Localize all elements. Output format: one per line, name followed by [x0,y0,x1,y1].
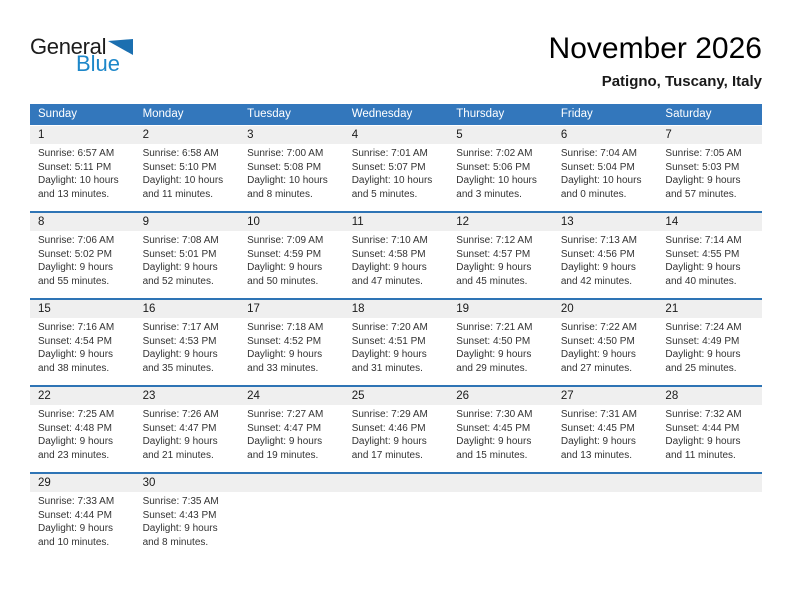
day-number: 23 [142,390,156,402]
empty-day-cell [448,492,553,549]
sunset-line: Sunset: 4:49 PM [665,335,740,347]
day-number: 26 [456,390,470,402]
sunset-line: Sunset: 5:01 PM [142,248,217,260]
day-cell-info [30,144,135,201]
day-cell-info [553,231,658,288]
daylight-line-1: Daylight: 9 hours [351,349,427,360]
day-number: 21 [665,303,679,315]
day-number: 28 [665,390,679,402]
day-cell-info [448,318,553,375]
daylight-line-1: Daylight: 9 hours [456,436,532,447]
daylight-line-2: and 5 minutes. [351,188,418,200]
day-cell-info [135,231,240,288]
day-cell-info [657,405,762,462]
daylight-line-1: Daylight: 9 hours [665,262,741,273]
daylight-line-1: Daylight: 9 hours [665,175,741,186]
location-subtitle: Patigno, Tuscany, Italy [601,73,762,90]
daylight-line-1: Daylight: 10 hours [560,175,642,186]
daylight-line-1: Daylight: 9 hours [247,349,323,360]
weekday-header-sunday: Sunday [38,108,78,120]
day-number: 4 [351,129,359,141]
day-number: 30 [142,477,156,489]
daylight-line-2: and 50 minutes. [247,275,319,287]
day-cell-info [553,144,658,201]
daylight-line-1: Daylight: 9 hours [247,262,323,273]
day-number: 19 [456,303,470,315]
week-row [30,298,762,385]
daylight-line-1: Daylight: 9 hours [38,523,114,534]
empty-day-cell [553,492,658,549]
sunrise-line: Sunrise: 7:13 AM [560,235,637,246]
day-cell-info [239,144,344,201]
sunset-line: Sunset: 4:53 PM [142,335,217,347]
daylight-line-2: and 40 minutes. [665,275,737,287]
daylight-line-1: Daylight: 9 hours [247,436,323,447]
day-info-row [30,231,762,298]
sunset-line: Sunset: 4:45 PM [456,422,531,434]
daylight-line-1: Daylight: 9 hours [142,523,218,534]
weekday-header-tuesday: Tuesday [247,108,291,120]
daylight-line-1: Daylight: 10 hours [247,175,328,186]
daylight-line-1: Daylight: 9 hours [38,349,114,360]
day-number: 2 [142,129,149,141]
daylight-line-2: and 55 minutes. [38,275,110,287]
day-number-band [30,300,762,318]
sunrise-line: Sunrise: 7:14 AM [665,235,742,246]
day-number-band [30,474,762,492]
weekday-header-friday: Friday [560,108,593,120]
sunset-line: Sunset: 4:58 PM [351,248,426,260]
sunset-line: Sunset: 5:03 PM [665,161,740,173]
day-cell-info [30,318,135,375]
week-row [30,472,762,559]
day-number: 15 [38,303,51,315]
daylight-line-2: and 25 minutes. [665,362,737,374]
daylight-line-2: and 11 minutes. [665,449,736,461]
daylight-line-1: Daylight: 9 hours [351,436,427,447]
sunset-line: Sunset: 5:02 PM [38,248,112,260]
sunrise-line: Sunrise: 7:16 AM [38,322,115,333]
day-number: 27 [560,390,574,402]
day-number: 10 [247,216,260,228]
sunset-line: Sunset: 4:51 PM [351,335,426,347]
sunrise-line: Sunrise: 7:10 AM [351,235,428,246]
sunrise-line: Sunrise: 7:20 AM [351,322,428,333]
day-number: 9 [142,216,149,228]
daylight-line-1: Daylight: 9 hours [142,262,218,273]
sunrise-line: Sunrise: 7:29 AM [351,409,428,420]
sunset-line: Sunset: 4:50 PM [456,335,531,347]
day-cell-info [553,405,658,462]
sunrise-line: Sunrise: 7:32 AM [665,409,742,420]
day-info-row [30,492,762,559]
sunset-line: Sunset: 5:04 PM [560,161,635,173]
sunrise-line: Sunrise: 6:57 AM [38,148,115,159]
day-number: 12 [456,216,470,228]
week-row [30,126,762,211]
general-blue-logo [30,36,133,74]
day-cell-info [239,405,344,462]
day-cell-info [657,144,762,201]
day-cell-info [657,231,762,288]
sunset-line: Sunset: 4:45 PM [560,422,635,434]
daylight-line-2: and 8 minutes. [142,536,209,548]
daylight-line-1: Daylight: 10 hours [38,175,119,186]
sunset-line: Sunset: 5:10 PM [142,161,217,173]
day-number-band [30,126,762,144]
daylight-line-1: Daylight: 9 hours [456,262,532,273]
sunrise-line: Sunrise: 7:31 AM [560,409,637,420]
daylight-line-1: Daylight: 9 hours [560,436,636,447]
day-number: 25 [351,390,365,402]
sunset-line: Sunset: 4:59 PM [247,248,322,260]
daylight-line-2: and 13 minutes. [560,449,633,461]
daylight-line-2: and 13 minutes. [38,188,110,200]
daylight-line-2: and 42 minutes. [560,275,633,287]
weekday-header-monday: Monday [142,108,184,120]
day-number: 1 [38,129,45,141]
day-cell-info [344,144,449,201]
title-block [549,33,762,90]
sunrise-line: Sunrise: 7:30 AM [456,409,533,420]
daylight-line-2: and 52 minutes. [142,275,214,287]
day-number: 29 [38,477,51,489]
sunrise-line: Sunrise: 7:04 AM [560,148,637,159]
daylight-line-2: and 31 minutes. [351,362,423,374]
page-title: November 2026 [548,32,762,65]
daylight-line-2: and 0 minutes. [560,188,627,200]
day-number: 22 [38,390,51,402]
empty-day-number [448,474,553,493]
logo-text-blue: Blue [76,51,121,76]
day-number: 11 [351,216,364,228]
empty-day-cell [344,492,449,549]
sunrise-line: Sunrise: 7:27 AM [247,409,324,420]
sunset-line: Sunset: 4:47 PM [142,422,217,434]
daylight-line-2: and 11 minutes. [142,188,213,200]
sunset-line: Sunset: 4:55 PM [665,248,740,260]
sunset-line: Sunset: 4:52 PM [247,335,322,347]
daylight-line-1: Daylight: 10 hours [456,175,537,186]
day-info-row [30,405,762,472]
day-number: 8 [38,216,45,228]
daylight-line-2: and 17 minutes. [351,449,423,461]
calendar-table [30,104,762,559]
sunset-line: Sunset: 4:54 PM [38,335,112,347]
daylight-line-2: and 8 minutes. [247,188,313,200]
sunrise-line: Sunrise: 7:05 AM [665,148,742,159]
sunrise-line: Sunrise: 7:06 AM [38,235,115,246]
empty-day-number [657,474,762,493]
sunset-line: Sunset: 4:44 PM [665,422,740,434]
sunset-line: Sunset: 5:07 PM [351,161,426,173]
day-cell-info [30,492,135,549]
day-number: 13 [560,216,574,228]
empty-day-cell [657,492,762,549]
day-cell-info [344,231,449,288]
daylight-line-1: Daylight: 10 hours [142,175,224,186]
weekday-header-saturday: Saturday [665,108,712,120]
sunset-line: Sunset: 4:47 PM [247,422,322,434]
week-row [30,385,762,472]
day-cell-info [657,318,762,375]
day-number: 17 [247,303,260,315]
daylight-line-2: and 19 minutes. [247,449,319,461]
daylight-line-1: Daylight: 9 hours [38,262,114,273]
day-cell-info [344,405,449,462]
sunrise-line: Sunrise: 7:12 AM [456,235,533,246]
daylight-line-1: Daylight: 9 hours [351,262,427,273]
day-number-band [30,387,762,405]
sunrise-line: Sunrise: 7:35 AM [142,496,219,507]
daylight-line-2: and 45 minutes. [456,275,528,287]
day-number: 24 [247,390,260,402]
daylight-line-2: and 21 minutes. [142,449,214,461]
sunset-line: Sunset: 4:43 PM [142,509,217,521]
daylight-line-2: and 23 minutes. [38,449,110,461]
sunrise-line: Sunrise: 7:17 AM [142,322,219,333]
day-cell-info [135,318,240,375]
sunset-line: Sunset: 4:48 PM [38,422,112,434]
day-cell-info [448,231,553,288]
week-row [30,211,762,298]
day-cell-info [135,144,240,201]
daylight-line-1: Daylight: 9 hours [142,349,218,360]
day-cell-info [30,231,135,288]
sunrise-line: Sunrise: 7:18 AM [247,322,324,333]
daylight-line-1: Daylight: 10 hours [351,175,433,186]
day-cell-info [135,405,240,462]
sunset-line: Sunset: 5:08 PM [247,161,322,173]
day-cell-info [448,405,553,462]
sunset-line: Sunset: 4:56 PM [560,248,635,260]
empty-day-number [553,474,658,493]
sunrise-line: Sunrise: 7:22 AM [560,322,637,333]
sunrise-line: Sunrise: 7:09 AM [247,235,324,246]
day-number: 18 [351,303,365,315]
sunset-line: Sunset: 4:44 PM [38,509,112,521]
daylight-line-2: and 10 minutes. [38,536,110,548]
daylight-line-2: and 15 minutes. [456,449,528,461]
day-cell-info [448,144,553,201]
sunset-line: Sunset: 5:06 PM [456,161,531,173]
daylight-line-2: and 35 minutes. [142,362,214,374]
daylight-line-2: and 27 minutes. [560,362,633,374]
daylight-line-1: Daylight: 9 hours [560,262,636,273]
sunrise-line: Sunrise: 7:26 AM [142,409,219,420]
sunrise-line: Sunrise: 7:25 AM [38,409,115,420]
sunrise-line: Sunrise: 7:02 AM [456,148,533,159]
logo-text-general: General [30,34,107,59]
day-number-band [30,213,762,231]
daylight-line-1: Daylight: 9 hours [665,349,741,360]
weekday-header-thursday: Thursday [456,108,505,120]
day-info-row [30,318,762,385]
sunset-line: Sunset: 4:50 PM [560,335,635,347]
sunrise-line: Sunrise: 7:01 AM [351,148,428,159]
day-number: 6 [560,129,568,141]
day-number: 20 [560,303,574,315]
daylight-line-1: Daylight: 9 hours [142,436,218,447]
day-cell-info [30,405,135,462]
day-cell-info [553,318,658,375]
daylight-line-1: Daylight: 9 hours [665,436,741,447]
weekday-header-row [30,104,762,125]
daylight-line-2: and 38 minutes. [38,362,110,374]
daylight-line-2: and 33 minutes. [247,362,319,374]
daylight-line-2: and 3 minutes. [456,188,522,200]
day-cell-info [135,492,240,549]
daylight-line-1: Daylight: 9 hours [38,436,114,447]
day-info-row [30,144,762,211]
empty-day-number [344,474,449,493]
sunset-line: Sunset: 4:46 PM [351,422,426,434]
weekday-header-wednesday: Wednesday [351,108,413,120]
calendar-weeks [30,126,762,559]
sunrise-line: Sunrise: 7:33 AM [38,496,115,507]
sunrise-line: Sunrise: 7:24 AM [665,322,742,333]
day-number: 16 [142,303,156,315]
sunrise-line: Sunrise: 7:21 AM [456,322,533,333]
sunrise-line: Sunrise: 6:58 AM [142,148,219,159]
sunset-line: Sunset: 4:57 PM [456,248,531,260]
day-number: 14 [665,216,679,228]
daylight-line-1: Daylight: 9 hours [560,349,636,360]
day-number: 7 [665,129,672,141]
sunset-line: Sunset: 5:11 PM [38,161,112,173]
day-cell-info [239,231,344,288]
day-number: 5 [456,129,463,141]
daylight-line-1: Daylight: 9 hours [456,349,532,360]
sunrise-line: Sunrise: 7:00 AM [247,148,324,159]
daylight-line-2: and 47 minutes. [351,275,423,287]
sunrise-line: Sunrise: 7:08 AM [142,235,219,246]
day-cell-info [239,318,344,375]
daylight-line-2: and 57 minutes. [665,188,737,200]
day-cell-info [344,318,449,375]
empty-day-cell [239,492,344,549]
empty-day-number [239,474,344,493]
daylight-line-2: and 29 minutes. [456,362,528,374]
day-number: 3 [247,129,254,141]
